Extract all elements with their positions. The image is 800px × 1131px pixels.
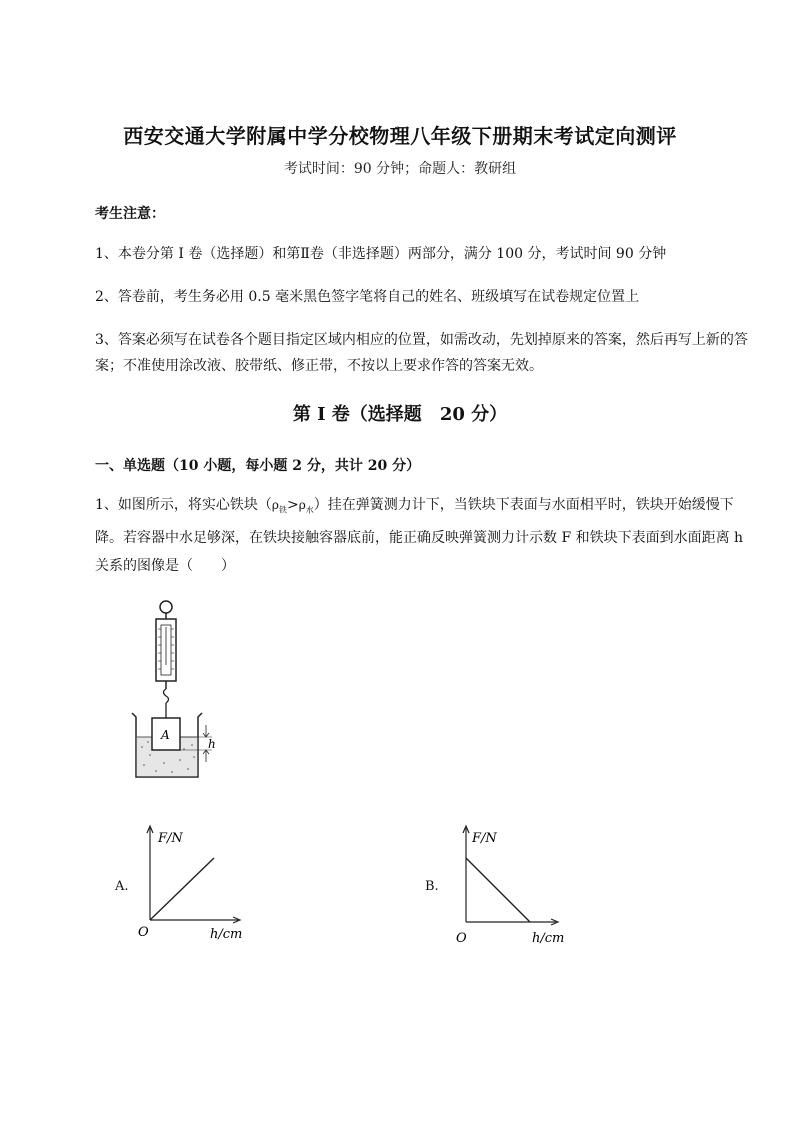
ring-icon	[160, 601, 172, 613]
part-heading: 一、单选题（10 小题，每小题 2 分，共计 20 分）	[95, 458, 421, 474]
option-b-label[interactable]: B.	[425, 879, 439, 894]
section-score: 20 分）	[439, 404, 508, 425]
rho-symbol-water: ρ	[298, 498, 306, 512]
section-title	[0, 400, 800, 426]
option-a-label[interactable]: A.	[115, 879, 129, 894]
h-label: h	[208, 737, 216, 751]
question-1-text-after: ）挂在弹簧测力计下，当铁块下表面与水面相平时，铁块开始缓慢下降。若容器中水足够深，在铁块接触容器底前，能正确反映弹簧测力计示数 F 和铁块下表面到水面距离 h 关系的图像是（ ）	[95, 497, 744, 575]
exam-subtitle: 考试时间：90 分钟；命题人：教研组	[283, 161, 517, 177]
spring-scale-figure	[120, 595, 230, 785]
question-1-text-before: 1、如图所示，将实心铁块（	[95, 497, 272, 513]
greater-than: >	[286, 497, 299, 513]
page-title: 西安交通大学附属中学分校物理八年级下册期末考试定向测评	[123, 124, 677, 148]
origin-label: O	[138, 925, 149, 940]
graph-line	[150, 858, 214, 920]
origin-label: O	[456, 931, 467, 946]
x-axis-label: h/cm	[210, 927, 243, 942]
rho-symbol-iron: ρ	[271, 498, 279, 512]
notice-item-3: 3、答案必须写在试卷各个题目指定区域内相应的位置，如需改动，先划掉原来的答案，然后再写上新的答案；不准使用涂改液、胶带纸、修正带，不按以上要求作答的答案无效。	[95, 332, 748, 374]
rho-sub-water: 水	[305, 505, 314, 515]
block-label: A	[161, 728, 170, 742]
notice-heading: 考生注意：	[95, 206, 165, 222]
question-1-text	[95, 491, 750, 580]
rho-iron	[271, 498, 287, 515]
rho-sub-iron: 铁	[278, 505, 287, 515]
notice-item-1: 1、本卷分第 I 卷（选择题）和第Ⅱ卷（非选择题）两部分，满分 100 分，考试时间 90 分钟	[95, 246, 667, 262]
rho-water	[298, 498, 314, 515]
y-axis-label: F/N	[472, 831, 497, 846]
notice-item-2: 2、答卷前，考生务必用 0.5 毫米黑色签字笔将自己的姓名、班级填写在试卷规定位置上	[95, 289, 640, 305]
graph-line	[466, 858, 530, 922]
x-axis-label: h/cm	[532, 931, 565, 946]
y-axis-label: F/N	[158, 831, 183, 846]
option-b-graph[interactable]	[440, 818, 580, 948]
hook-icon	[164, 689, 169, 703]
option-a-graph[interactable]	[130, 818, 260, 948]
section-title-text: 第 I 卷（选择题	[292, 404, 422, 425]
